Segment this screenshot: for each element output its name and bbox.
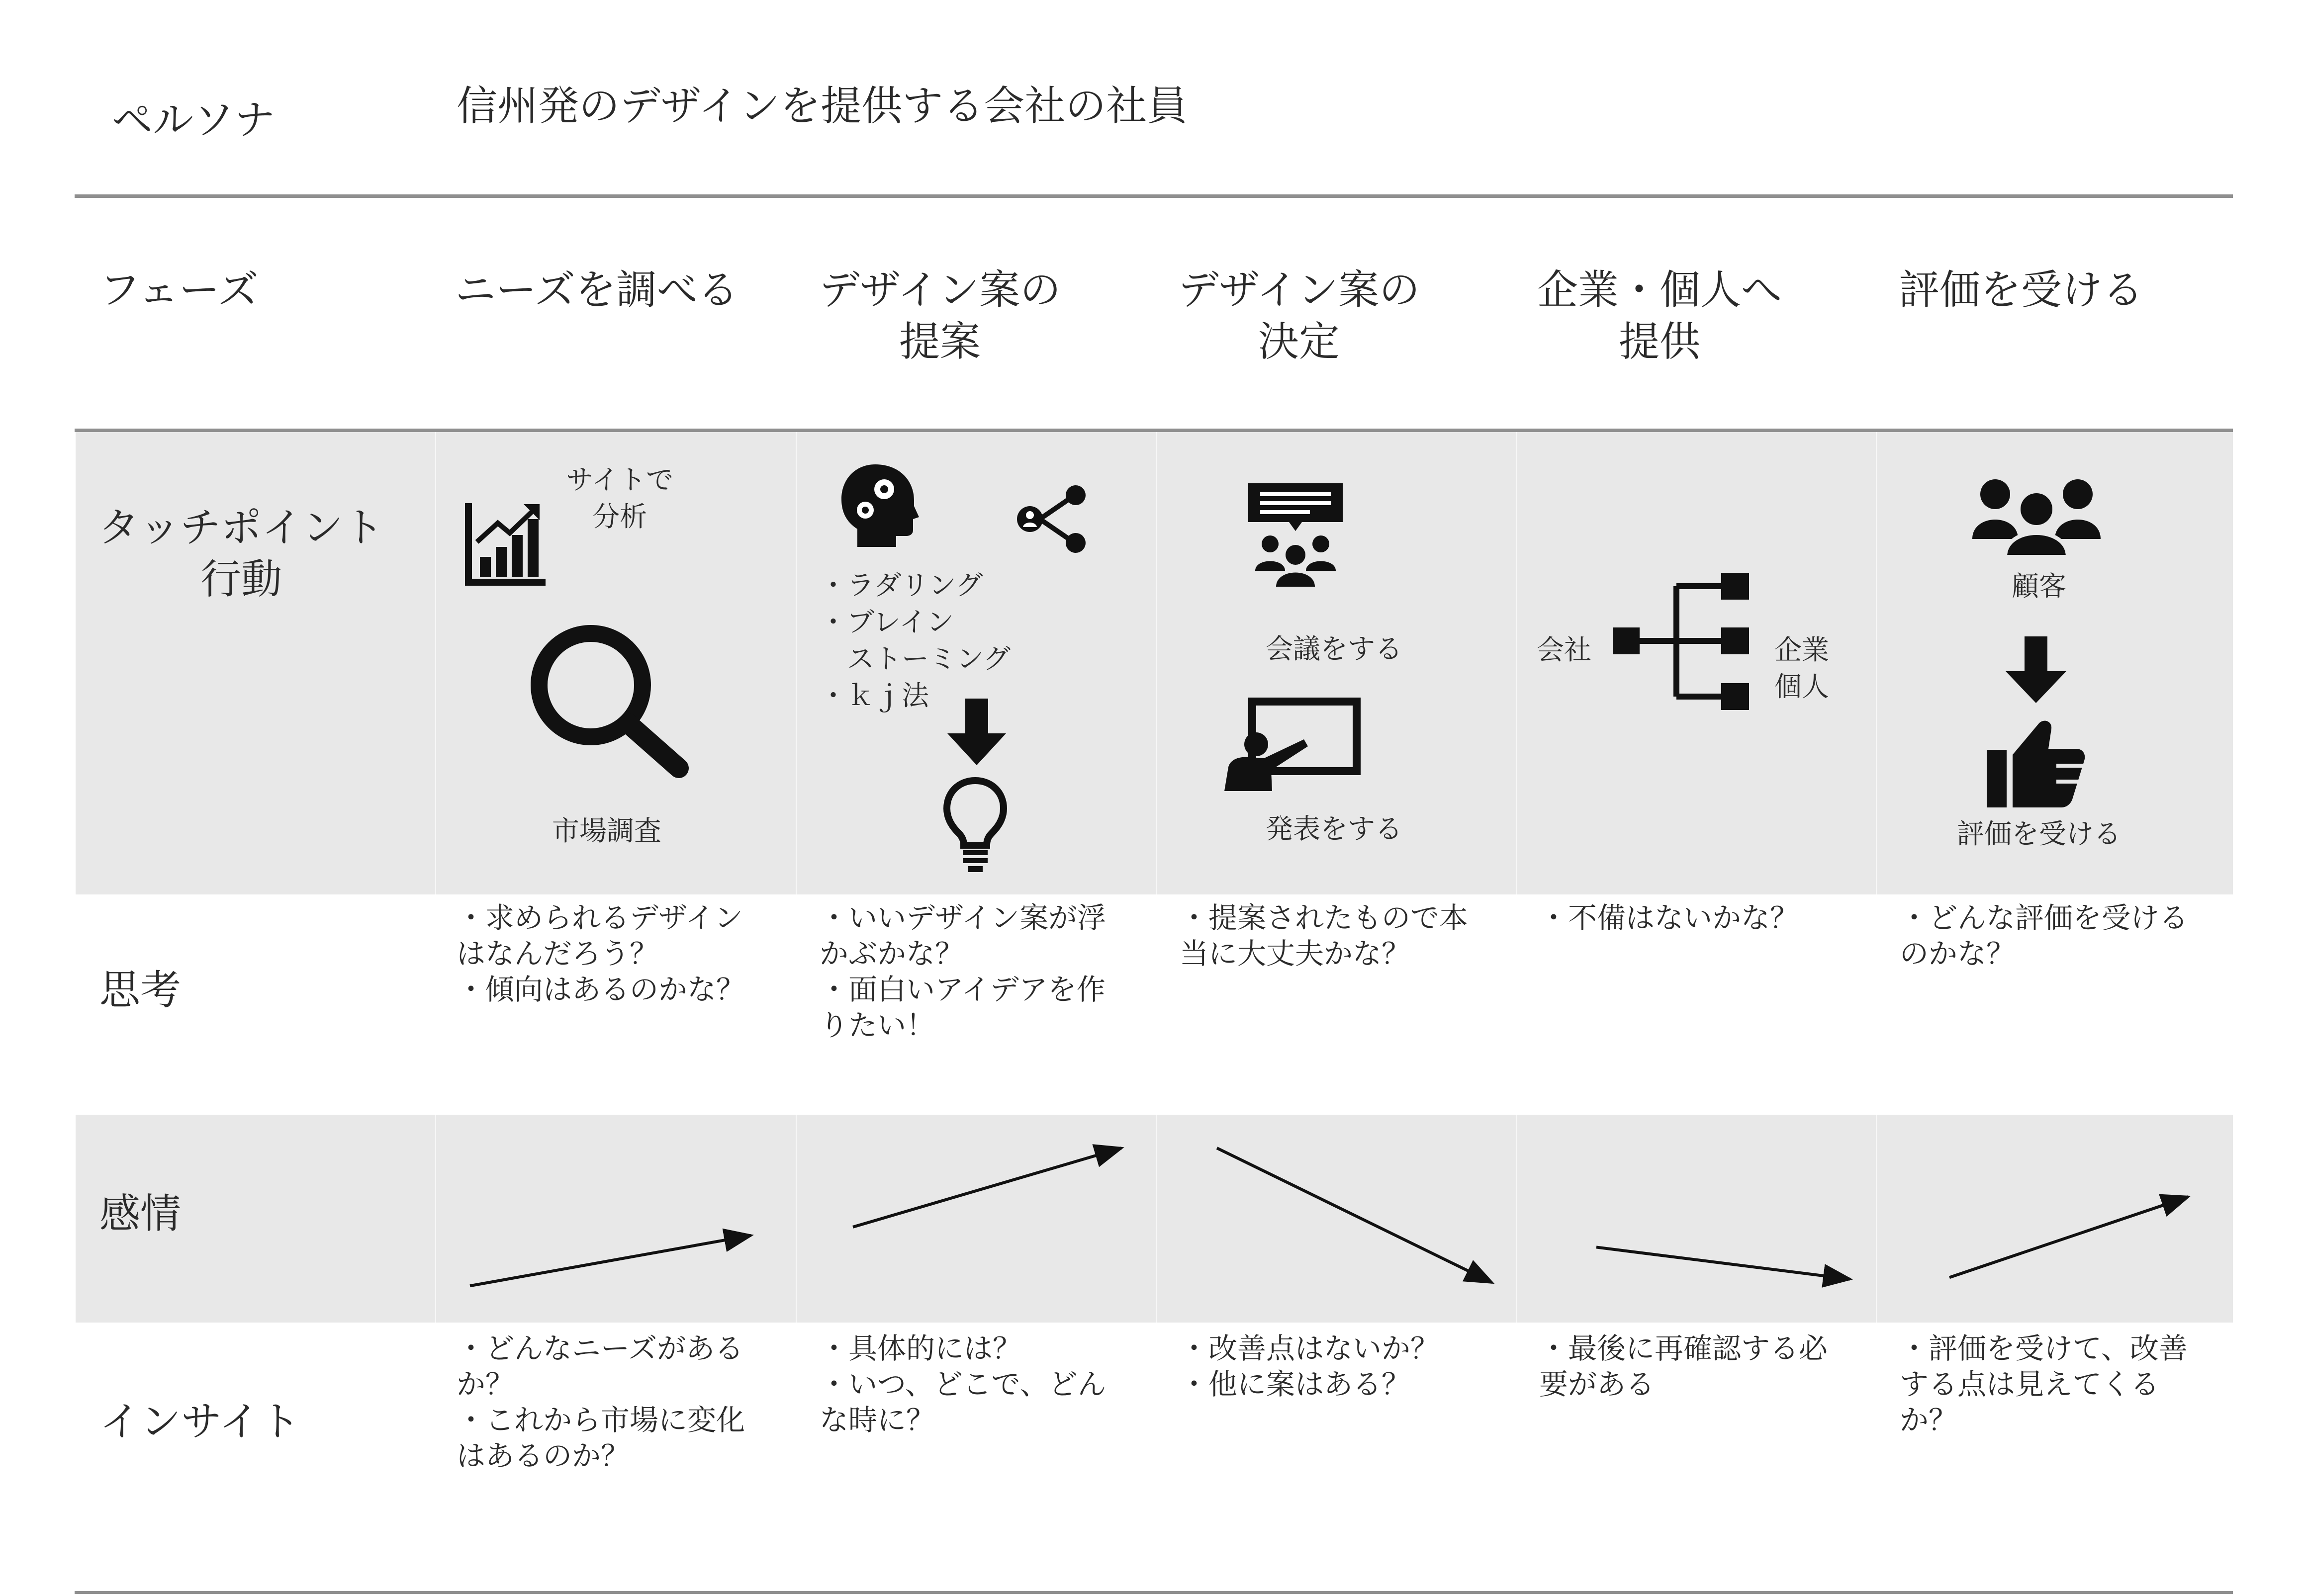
insight-decision: ・改善点はないか？ ・他に案はある？ [1180,1331,1440,1401]
idea-methods-list: ・ラダリング ・ブレイン ストーミング ・ｋｊ法 [820,569,1011,711]
persona-value: 信州発のデザインを提供する会社の社員 [457,83,1188,130]
insight-delivery: ・最後に再確認する必 要がある [1539,1331,1828,1401]
market-research-caption: 市場調査 [552,815,662,847]
emotion-arrow-4 [1596,1247,1850,1279]
thought-decision: ・提案されたもので本 当に大丈夫かな？ [1180,901,1469,971]
touchpoint-label: タッチポイント 行動 [98,504,384,603]
thought-proposal: ・いいデザイン案が浮 かぶかな？ ・面白いアイデアを作 りたい！ [820,901,1106,1042]
emotion-arrow-1 [470,1236,751,1286]
review-caption: 評価を受ける [1957,818,2122,850]
phase-decision: デザイン案の 決定 [1178,266,1420,365]
phase-review: 評価を受ける [1899,266,2144,314]
insight-label: インサイト [99,1398,301,1445]
presentation-caption: 発表をする [1266,813,1403,845]
thought-delivery: ・不備はないかな？ [1539,901,1799,935]
persona-label: ペルソナ [112,96,276,144]
phase-label: フェーズ [99,266,259,314]
phase-proposal: デザイン案の 提案 [819,266,1061,365]
thought-research: ・求められるデザイン はなんだろう？ ・傾向はあるのかな？ [457,901,745,1006]
emotion-arrow-3 [1217,1148,1492,1282]
company-caption: 会社 [1537,634,1592,666]
thought-review: ・どんな評価を受ける のかな？ [1900,901,2189,971]
insight-research: ・どんなニーズがある か？ ・これから市場に変化 はあるのか？ [457,1331,745,1473]
emotion-arrow-5 [1949,1197,2188,1277]
thinking-label: 思考 [99,967,182,1014]
phase-research: ニーズを調べる [455,266,738,314]
emotion-arrow-2 [853,1148,1121,1227]
insight-review: ・評価を受けて、改善 する点は見えてくる か？ [1900,1331,2188,1437]
customer-caption: 顧客 [2012,570,2067,602]
emotion-label: 感情 [99,1190,182,1238]
insight-proposal: ・具体的には？ ・いつ、どこで、どん な時に？ [820,1331,1107,1437]
site-analysis-caption: サイトで 分析 [566,464,674,532]
phase-delivery: 企業・個人へ 提供 [1537,266,1782,365]
meeting-caption: 会議をする [1266,633,1403,665]
target-caption: 企業 個人 [1774,634,1830,703]
